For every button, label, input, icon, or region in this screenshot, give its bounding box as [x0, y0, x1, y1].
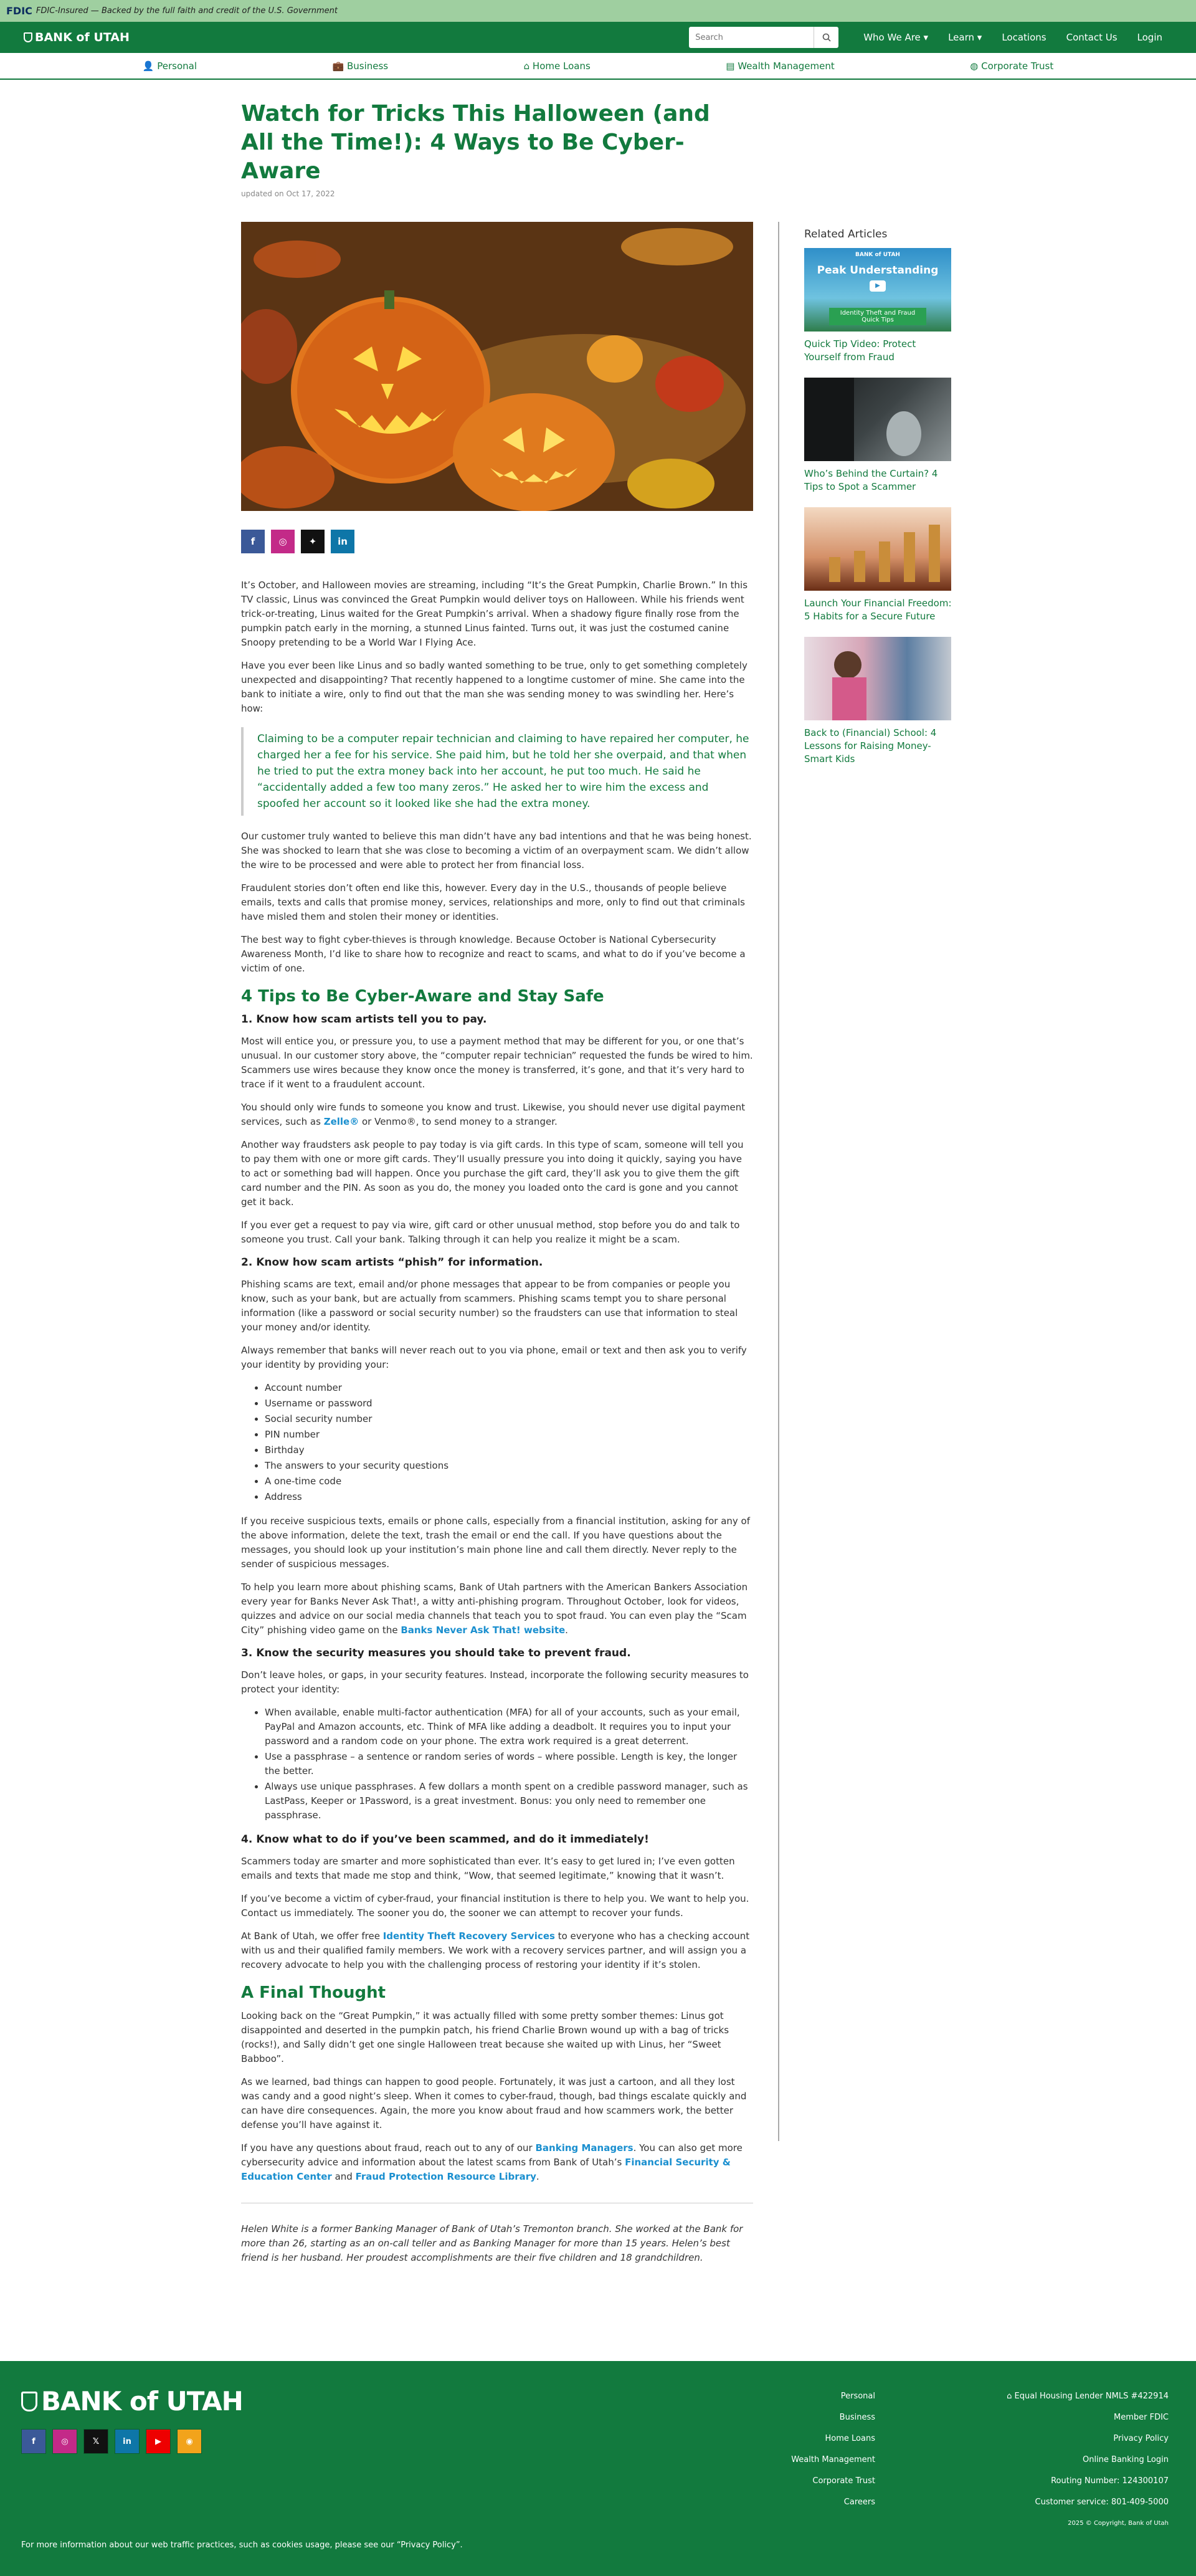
subnav-home-loans[interactable]: ⌂ Home Loans [523, 60, 591, 72]
identity-theft-recovery-link[interactable]: Identity Theft Recovery Services [382, 1930, 555, 1942]
paragraph: Fraudulent stories don’t often end like this, however. Every day in the U.S., thousands of people believe emails, texts and calls that promise money, services, relationships and more, only to find out that criminals have misled them and stolen their money or identities. [241, 882, 745, 922]
paragraph: You should only wire funds to someone you know and trust. Likewise, you should never use digital payment services, such as Zelle® or Venmo®, to send money to a stranger. [241, 1102, 746, 1127]
footer-link[interactable]: Privacy Policy [1113, 2434, 1169, 2443]
related-link[interactable]: Quick Tip Video: Protect Yourself from Fraud [804, 338, 916, 363]
home-icon: ⌂ [523, 60, 530, 72]
subnav-corporate-trust[interactable]: ◍ Corporate Trust [970, 60, 1054, 72]
sub-nav [0, 53, 1196, 80]
girl-library-image [804, 637, 951, 720]
nav-login[interactable]: Login [1137, 32, 1162, 43]
paragraph: Have you ever been like Linus and so badly wanted something to be true, only to get something completely unexpected and disappointing? That recently happened to a longtime customer of mine. She came into the bank to initiate a wire, only to find out that the man she was sending money to was swindling her. Here’s how: [241, 660, 748, 714]
article-title: Watch for Tricks This Halloween (and All the Time!): 4 Ways to Be Cyber-Aware [241, 101, 710, 184]
instagram-share-icon[interactable]: ◎ [271, 530, 295, 553]
section-heading-final: A Final Thought [241, 1983, 386, 2002]
footer-logo[interactable]: BANK of UTAH [21, 2386, 1175, 2416]
sidebar-divider [778, 222, 779, 2141]
fdic-text: FDIC-Insured — Backed by the full faith and credit of the U.S. Government [36, 6, 338, 16]
play-icon: ▶ [870, 280, 886, 292]
twitter-share-icon[interactable]: ✦ [301, 530, 325, 553]
logo-shield-icon [21, 2392, 37, 2411]
paragraph: The best way to fight cyber-thieves is through knowledge. Because October is National Cybersecurity Awareness Month, I’d like to share how to recognize and react to scams, and what to do if you’ve become a victim of one. [241, 934, 746, 974]
site-footer [0, 2361, 1196, 2576]
paragraph: Looking back on the “Great Pumpkin,” it was actually filled with some pretty somber themes: Linus got disappointed and deserted in the pumpkin patch, his friend Charlie Brown wound up with a bag of tricks (rocks!), and Sally didn’t get one single Halloween treat because she waited up with Linus, her “Sweet Babboo”. [241, 2010, 729, 2064]
tip-heading-2: 2. Know how scam artists “phish” for information. [241, 1256, 543, 1269]
thumb-subtitle: Identity Theft and Fraud Quick Tips [829, 308, 926, 325]
paragraph: As we learned, bad things can happen to good people. Fortunately, it was just a cartoon, and all they lost was candy and a good night’s sleep. When it comes to cyber-fraud, though, bad things escalate quickly and can have dire consequences. Again, the more you know about fraud and how scammers work, the better defense you’ll have against it. [241, 2076, 747, 2130]
logo-text: BANK of UTAH [35, 31, 130, 44]
tip-heading-4: 4. Know what to do if you’ve been scammed, and do it immediately! [241, 1833, 649, 1846]
article-body [241, 578, 753, 2265]
list-item: • Username or password [265, 1396, 753, 1411]
related-link[interactable]: Launch Your Financial Freedom: 5 Habits for a Secure Future [804, 598, 952, 622]
search-icon [822, 33, 831, 42]
share-buttons [241, 530, 753, 553]
equal-housing-lender: ⌂ Equal Housing Lender NMLS #422914 [1007, 2392, 1169, 2401]
related-card[interactable] [804, 378, 954, 494]
paragraph: Phishing scams are text, email and/or phone messages that appear to be from companies or people you know, such as your bank, but are actually from scammers. Phishing scams tempt you to share personal information (like a password or social security number) so the fraudsters can use that information to steal your money and/or identity. [241, 1279, 738, 1333]
coins-image [804, 507, 951, 591]
paragraph: If you have any questions about fraud, reach out to any of our Banking Managers. You can also get more cybersecurity advice and information about the latest scams from Bank of Utah’s Financial Security & Education Center and Fraud Protection Resource Library. [241, 2142, 743, 2182]
financial-security-center-link[interactable]: Financial Security & Education Center [241, 2157, 731, 2182]
thumb-title: Peak Understanding [817, 264, 939, 277]
section-heading-tips: 4 Tips to Be Cyber-Aware and Stay Safe [241, 987, 604, 1006]
related-card[interactable] [804, 637, 954, 766]
fdic-logo: FDIC [6, 5, 32, 17]
related-link[interactable]: Who’s Behind the Curtain? 4 Tips to Spot a Scammer [804, 468, 938, 492]
paragraph: It’s October, and Halloween movies are streaming, including “It’s the Great Pumpkin, Charlie Brown.” In this TV classic, Linus was convinced the Great Pumpkin would deliver toys on Halloween. While his friends went trick-or-treating, Linus waited for the Great Pumpkin’s arrival. When a shadowy figure finally rose from the pumpkin patch early in the morning, a stunned Linus fainted. Turns out, it was just the costumed canine Snoopy pretending to be a World War I Flying Ace. [241, 580, 748, 648]
footer-link[interactable]: Home Loans [825, 2434, 875, 2443]
bank-logo[interactable] [24, 31, 130, 44]
footer-links-1 [785, 2386, 875, 2513]
logo-shield-icon [24, 32, 32, 42]
paragraph: Always remember that banks will never reach out to you via phone, email or text and then ask you to verify your identity by providing your: [241, 1345, 747, 1370]
paragraph: If you receive suspicious texts, emails or phone calls, especially from a financial institution, asking for any of the above information, delete the text, trash the email or end the call. If you have questions about the messages, you should look up your institution’s main phone line and call them directly. Never reply to the sender of suspicious messages. [241, 1515, 751, 1570]
linkedin-share-icon[interactable]: in [331, 530, 354, 553]
footer-link[interactable]: Careers [843, 2497, 875, 2507]
paragraph: If you ever get a request to pay via wire, gift card or other unusual method, stop before you do and talk to someone you trust. Call your bank. Talking through it can help you realize it might be a scam. [241, 1219, 740, 1245]
related-card[interactable] [804, 248, 954, 364]
list-item: • Use a passphrase – a sentence or random series of words – where possible. Length is key, the longer the better. [265, 1750, 753, 1778]
list-item: • Social security number [265, 1412, 753, 1426]
zelle-link[interactable]: Zelle® [323, 1116, 359, 1127]
paragraph: Our customer truly wanted to believe this man didn’t have any bad intentions and that he was being honest. She was shocked to learn that she was close to becoming a victim of an overpayment scam. We didn’t allow the wire to be processed and were able to protect her from financial loss. [241, 831, 752, 871]
related-card[interactable] [804, 507, 954, 623]
youtube-icon[interactable]: ▶ [146, 2429, 171, 2454]
fraud-library-link[interactable]: Fraud Protection Resource Library [355, 2171, 536, 2182]
linkedin-icon[interactable]: in [115, 2429, 140, 2454]
paragraph: Scammers today are smarter and more sophisticated than ever. It’s easy to get lured in; I’ve even gotten emails and texts that made me stop and think, “Wow, that seemed legitimate,” knowing that it wasn’t. [241, 1856, 735, 1881]
footer-link[interactable]: Corporate Trust [812, 2476, 875, 2486]
sidebar-heading: Related Articles [804, 228, 888, 241]
x-icon[interactable]: 𝕏 [83, 2429, 108, 2454]
paragraph: Another way fraudsters ask people to pay today is via gift cards. In this type of scam, someone will tell you to pay them with one or more gift cards. They’ll usually pressure you into doing it quickly, saying you have to act or something bad will happen. Once you purchase the gift card, they’ll ask you to give them the gift card number and the PIN. As soon as you do, the money you loaded onto the card is gone and you cannot get it back. [241, 1139, 744, 1208]
paragraph: Don’t leave holes, or gaps, in your security features. Instead, incorporate the following security measures to protect your identity: [241, 1669, 749, 1695]
paragraph: If you’ve become a victim of cyber-fraud, your financial institution is there to help you. We want to help you. Contact us immediately. The sooner you do, the sooner we can attempt to recover your funds. [241, 1893, 749, 1919]
instagram-icon[interactable]: ◎ [52, 2429, 77, 2454]
customer-service[interactable]: Customer service: 801-409-5000 [1035, 2497, 1169, 2507]
security-measures-list [265, 1705, 753, 1823]
briefcase-icon: 💼 [332, 60, 344, 72]
top-nav [0, 22, 1196, 53]
article-main [241, 222, 753, 2274]
video-thumbnail[interactable] [804, 248, 951, 332]
facebook-share-icon[interactable]: f [241, 530, 265, 553]
cookie-note: For more information about our web traffic practices, such as cookies usage, please see our “Privacy Policy”. [21, 2540, 463, 2550]
search-button[interactable] [814, 27, 838, 48]
house-icon: ⌂ [1007, 2392, 1012, 2401]
identity-info-list [265, 1381, 753, 1504]
list-item: • A one-time code [265, 1474, 753, 1489]
footer-social [21, 2429, 1175, 2454]
subnav-personal[interactable]: 👤 Personal [142, 60, 197, 72]
author-bio: Helen White is a former Banking Manager of Bank of Utah’s Tremonton branch. She worked at the Bank for more than 26, starting as an on-call teller and as Banking Manager for more than 15 years. Helen’s best friend is her husband. Her proudest accomplishments are their five children and 18 grandchildren. [241, 2223, 743, 2263]
search-input[interactable] [689, 27, 814, 48]
rss-icon[interactable]: ◉ [177, 2429, 202, 2454]
list-item: • The answers to your security questions [265, 1459, 753, 1473]
list-item: • Account number [265, 1381, 753, 1395]
person-icon: 👤 [142, 60, 154, 72]
updated-date: updated on Oct 17, 2022 [241, 189, 335, 198]
list-item: • When available, enable multi-factor authentication (MFA) for all of your accounts, such as your email, PayPal and Amazon accounts, etc. Think of MFA like adding a deadbolt. It requires you to input your password and a random code on your phone. The extra work required is a great deterrent. [265, 1705, 753, 1748]
nav-contact-us[interactable]: Contact Us [1066, 32, 1118, 43]
list-item: • Address [265, 1490, 753, 1504]
chart-icon: ▤ [726, 60, 735, 72]
tip-heading-3: 3. Know the security measures you should take to prevent fraud. [241, 1647, 631, 1659]
footer-link[interactable]: Business [839, 2413, 875, 2422]
facebook-icon[interactable]: f [21, 2429, 46, 2454]
tip-heading-1: 1. Know how scam artists tell you to pay. [241, 1013, 487, 1026]
related-link[interactable]: Back to (Financial) School: 4 Lessons for Raising Money-Smart Kids [804, 727, 937, 765]
paragraph: At Bank of Utah, we offer free Identity Theft Recovery Services to everyone who has a checking account with us and their qualified family members. We work with a recovery services partner, and will assign you a recovery advocate to help you with the challenging process of restoring your identity if it’s stolen. [241, 1930, 750, 1970]
list-item: • Birthday [265, 1443, 753, 1457]
paragraph: Most will entice you, or pressure you, to use a payment method that may be different for you, or one that’s unusual. In our customer story above, the “computer repair technician” requested the funds be wired to him. Scammers use wires because they know once the money is transferred, it’s gone, and that it’s very hard to trace if it went to a fraudulent account. [241, 1036, 753, 1090]
footer-link[interactable]: Online Banking Login [1082, 2455, 1169, 2464]
list-item: • Always use unique passphrases. A few dollars a month spent on a credible password manager, such as LastPass, Keeper or 1Password, is a great investment. Bonus: you only need to remember one passphrase. [265, 1780, 753, 1823]
routing-number: Routing Number: 124300107 [1051, 2476, 1169, 2486]
globe-icon: ◍ [970, 60, 979, 72]
curtain-image [804, 378, 951, 461]
footer-link[interactable]: Personal [840, 2392, 875, 2401]
nav-who-we-are[interactable]: Who We Are ▾ [863, 32, 929, 43]
footer-link[interactable]: Member FDIC [1113, 2413, 1169, 2422]
footer-links-2 [1007, 2386, 1169, 2534]
footer-link[interactable]: Wealth Management [791, 2455, 875, 2464]
list-item: • PIN number [265, 1428, 753, 1442]
hero-image-pumpkins [241, 222, 753, 511]
copyright: 2025 © Copyright, Bank of Utah [1068, 2520, 1169, 2527]
nav-locations[interactable]: Locations [1002, 32, 1046, 43]
subnav-wealth-management[interactable]: ▤ Wealth Management [726, 60, 835, 72]
customer-quote: Claiming to be a computer repair technician and claiming to have repaired her computer, he charged her a fee for his service. She paid him, but he told her she overpaid, and that when he tried to put the extra money back into her account, he put too much. He said he “accidentally added a few too many zeros.” He asked her to wire him the excess and spoofed her account so it looked like she had the extra money. [241, 727, 753, 816]
paragraph: To help you learn more about phishing scams, Bank of Utah partners with the American Bankers Association every year for Banks Never Ask That!, a witty anti-phishing program. Throughout October, look for videos, quizzes and advice on our social media channels that teach you to spot fraud. You can even play the “Scam City” phishing video game on the Banks Never Ask That! website. [241, 1581, 748, 1636]
subnav-business[interactable]: 💼 Business [332, 60, 389, 72]
thumb-logo: BANK of UTAH [855, 252, 900, 258]
fdic-banner [0, 0, 1196, 22]
related-sidebar [804, 222, 954, 2274]
banking-managers-link[interactable]: Banking Managers [535, 2142, 634, 2154]
nav-learn[interactable]: Learn ▾ [948, 32, 982, 43]
banks-never-ask-link[interactable]: Banks Never Ask That! website [401, 1624, 566, 1636]
